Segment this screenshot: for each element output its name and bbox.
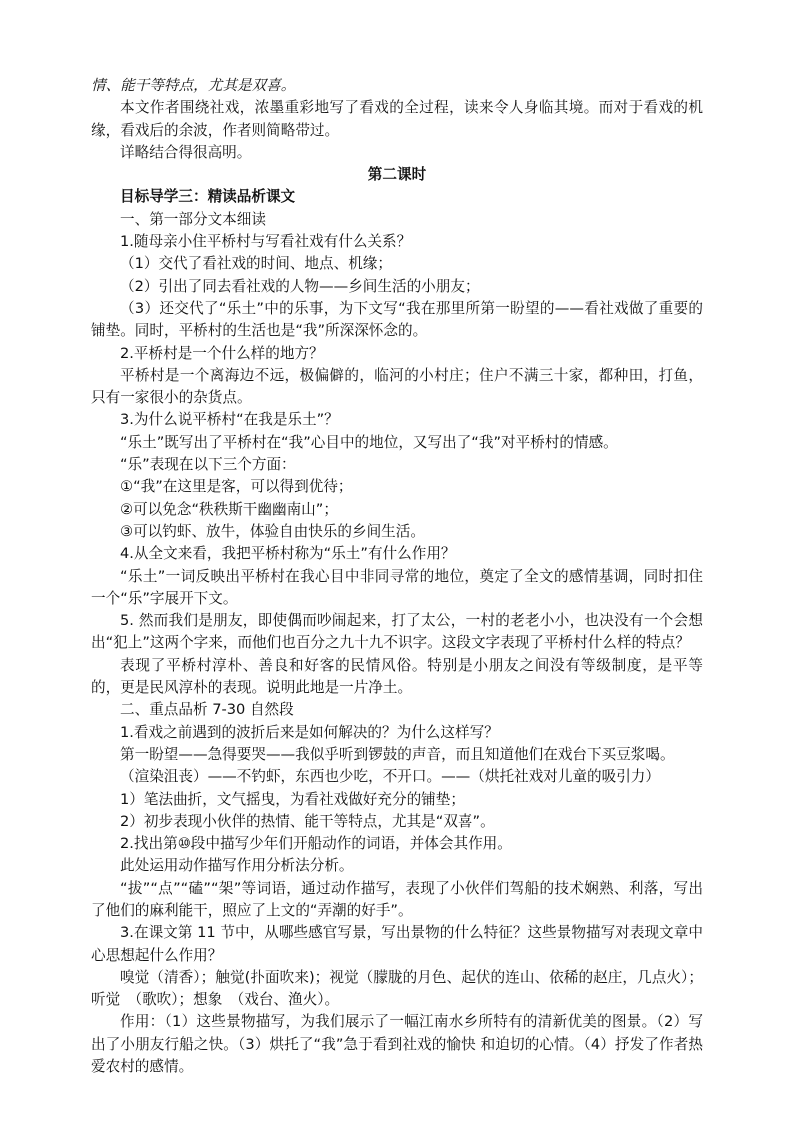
question-3: 3.为什么说平桥村“在我是乐土”？ [120,411,339,429]
question-5: 5. 然而我们是朋友，即使偶而吵闹起来，打了太公，一村的老老小小，也决没有一个会想出“犯上”这两个字来，而他们也百分之九十九不识字。这段文字表现了平桥村什么样的特点？ [91,612,703,652]
answer-part-two-3-senses: 嗅觉（清香）；触觉(扑面吹来)；视觉（朦胧的月色、起伏的连山、依稀的赵庄，几点火）；听觉 （歌吹）；想象 （戏台、渔火）。 [91,968,703,1009]
answer-3-point-1: ①“我”在这里是客，可以得到优待； [120,478,353,496]
question-2: 2.平桥村是一个什么样的地方？ [120,344,324,362]
question-part-two-2: 2.找出第⑩段中描写少年们开船动作的词语，并体会其作用。 [120,835,512,853]
answer-3-point-3: ③可以钓虾、放牛，体验自由快乐的乡间生活。 [120,522,425,540]
answer-2: 平桥村是一个离海边不远，极偏僻的，临河的小村庄；住户不满三十家，都种田，打鱼，只有一家很小的杂货点。 [91,366,703,407]
question-part-two-1: 1.看戏之前遇到的波折后来是如何解决的？为什么这样写？ [120,723,499,741]
answer-3-intro: “乐”表现在以下三个方面： [120,456,296,474]
answer-part-two-3-effect: 作用：（1）这些景物描写，为我们展示了一幅江南水乡所特有的清新优美的图景。（2）写出了小朋友行船之快。（3）烘托了“我”急于看到社戏的愉快 和迫切的心情。（4）抒发了作者热爱农村的感情。 [91,1013,703,1076]
paragraph-continuation: 情、能干等特点，尤其是双喜。 [91,77,296,94]
part-two-heading: 二、重点品析 7-30 自然段 [120,701,294,719]
question-1: 1.随母亲小住平桥村与写看社戏有什么关系？ [120,233,412,251]
answer-4: “乐土”一词反映出平桥村在我心目中非同寻常的地位，奠定了全文的感情基调，同时扣住一个“乐”字展开下文。 [91,567,703,607]
answer-3-point-2: ②可以免念“秩秩斯干幽幽南山”； [120,500,338,518]
answer-part-two-1-point-1: 1）笔法曲折，文气摇曳，为看社戏做好充分的铺垫； [120,790,465,808]
answer-part-two-2-method: 此处运用动作描写作用分析法分析。 [120,857,354,875]
objective-heading: 目标导学三：精读品析课文 [120,188,296,206]
answer-1-item-3: （3）还交代了“乐土”中的乐事，为下文写“我在那里所第一盼望的——看社戏做了重要的铺垫。同时，平桥村的生活也是“我”所深深怀念的。 [91,299,703,340]
answer-1-item-1: （1）交代了看社戏的时间、地点、机缘； [120,255,392,273]
answer-part-two-1-b: （渲染沮丧）——不钓虾，东西也少吃，不开口。——（烘托社戏对儿童的吸引力） [120,768,660,786]
paragraph-conclusion: 详略结合得很高明。 [120,143,252,161]
answer-3: “乐土”既写出了平桥村在“我”心目中的地位，又写出了“我”对平桥村的情感。 [120,433,618,451]
document-page [91,75,703,1078]
part-one-heading: 一、第一部分文本细读 [120,210,266,228]
paragraph-summary: 本文作者围绕社戏，浓墨重彩地写了看戏的全过程，读来令人身临其境。而对于看戏的机缘，看戏后的余波，作者则简略带过。 [91,99,703,139]
question-4: 4.从全文来看，我把平桥村称为“乐土”有什么作用？ [120,545,456,563]
answer-5: 表现了平桥村淳朴、善良和好客的民情风俗。特别是小朋友之间没有等级制度，是平等的，更是民风淳朴的表现。说明此地是一片净土。 [91,656,703,697]
question-part-two-3: 3.在课文第 11 节中，从哪些感官写景，写出景物的什么特征？这些景物描写对表现文章中心思想起什么作用？ [91,924,703,964]
answer-part-two-1-point-2: 2）初步表现小伙伴的热情、能干等特点，尤其是“双喜”。 [120,812,495,830]
answer-part-two-1-a: 第一盼望——急得要哭——我似乎听到锣鼓的声音，而且知道他们在戏台下买豆浆喝。 [120,745,675,763]
answer-1-item-2: （2）引出了同去看社戏的人物——乡间生活的小朋友； [120,277,480,295]
answer-part-two-2: “拔”“点”“磕”“架”等词语，通过动作描写，表现了小伙伴们驾船的技术娴熟、利落，写出了他们的麻利能干，照应了上文的“弄潮的好手”。 [91,879,703,919]
section-title: 第二课时 [367,166,427,184]
